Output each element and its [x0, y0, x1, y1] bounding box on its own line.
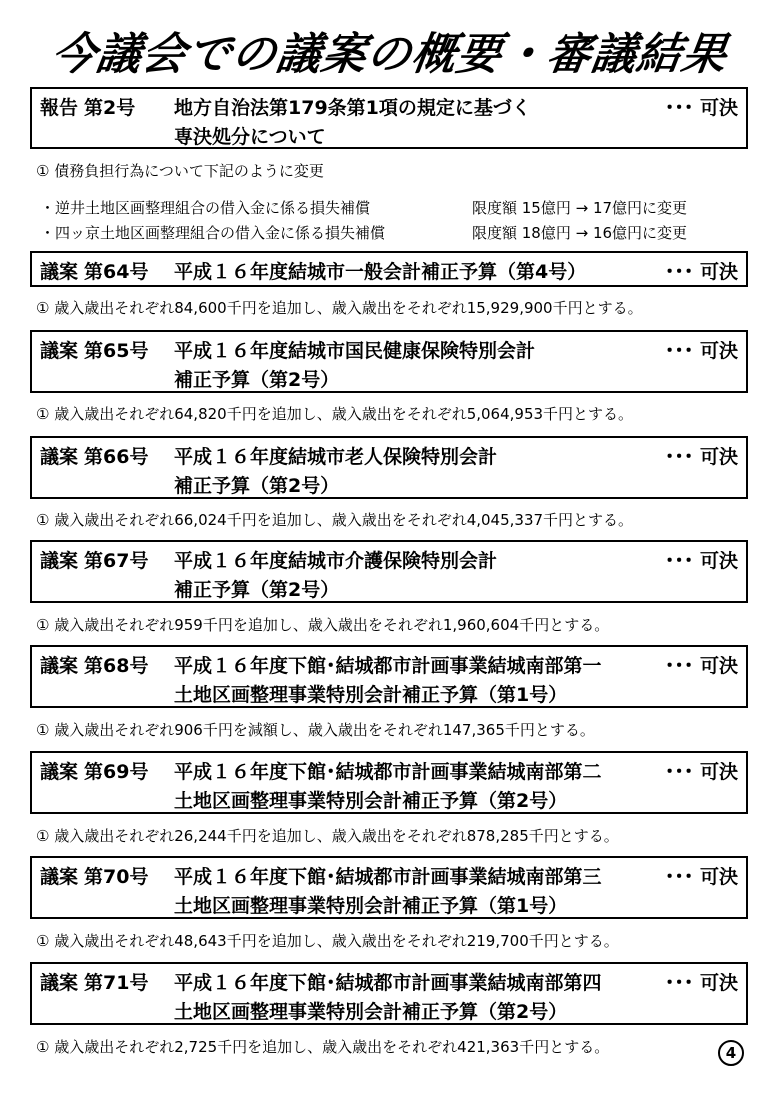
detail-item: ・逆井土地区画整理組合の借入金に係る損失補償 [40, 199, 371, 217]
item-title-line2: 補正予算（第2号） [174, 369, 340, 391]
item-title-line2: 土地区画整理事業特別会計補正予算（第1号） [174, 895, 568, 917]
item-kind: 議案 [40, 261, 79, 283]
item-number: 第64号 [84, 261, 149, 283]
bill-summary: ① 歳入歳出それぞれ906千円を減額し、歳入歳出をそれぞれ147,365千円とする。 [36, 721, 595, 739]
bill-header [30, 436, 748, 499]
item-result: ･･･ 可決 [664, 761, 738, 783]
item-title-line1: 平成１６年度結城市老人保険特別会計 [174, 446, 498, 468]
item-number: 第67号 [84, 550, 149, 572]
page-title: 今議会での議案の概要・審議結果 [48, 29, 731, 80]
item-number: 第66号 [84, 446, 149, 468]
detail-item: ・四ッ京土地区画整理組合の借入金に係る損失補償 [40, 224, 386, 242]
item-kind: 議案 [40, 866, 79, 888]
report-detail-row [40, 197, 688, 218]
bill-header [30, 645, 748, 708]
item-title-line1: 平成１６年度結城市国民健康保険特別会計 [174, 340, 536, 362]
item-kind: 報告 [40, 97, 79, 119]
item-result: ･･･ 可決 [664, 866, 738, 888]
item-title-line1: 平成１６年度結城市介護保険特別会計 [174, 550, 498, 572]
item-number: 第68号 [84, 655, 149, 677]
bill-summary: ① 歳入歳出それぞれ48,643千円を追加し、歳入歳出をそれぞれ219,700千円とする。 [36, 932, 619, 950]
report-detail-row [40, 222, 688, 243]
item-title-line2: 専決処分について [174, 126, 326, 148]
item-title-line1: 地方自治法第179条第1項の規定に基づく [174, 97, 531, 119]
item-kind: 議案 [40, 340, 79, 362]
detail-change: 限度額 15億円 → 17億円に変更 [472, 199, 688, 217]
report-summary: ① 債務負担行為について下記のように変更 [36, 162, 324, 180]
bill-summary: ① 歳入歳出それぞれ2,725千円を追加し、歳入歳出をそれぞれ421,363千円とする。 [36, 1038, 610, 1056]
item-result: ･･･ 可決 [664, 655, 738, 677]
item-result: ･･･ 可決 [664, 340, 738, 362]
item-number: 第70号 [84, 866, 149, 888]
bill-header [30, 751, 748, 814]
item-number: 第71号 [84, 972, 149, 994]
report-header [30, 87, 748, 149]
bill-header [30, 962, 748, 1025]
item-result: ･･･ 可決 [664, 97, 738, 119]
item-number: 第2号 [84, 97, 136, 119]
item-title-line1: 平成１６年度結城市一般会計補正予算（第4号） [174, 261, 587, 283]
bill-header [30, 330, 748, 393]
bill-summary: ① 歳入歳出それぞれ84,600千円を追加し、歳入歳出をそれぞれ15,929,900千円とする。 [36, 299, 643, 317]
item-title-line1: 平成１６年度下館･結城都市計画事業結城南部第四 [174, 972, 602, 994]
bill-header [30, 251, 748, 287]
page-number: 4 [718, 1040, 744, 1066]
item-title-line2: 土地区画整理事業特別会計補正予算（第2号） [174, 790, 568, 812]
item-kind: 議案 [40, 550, 79, 572]
item-number: 第65号 [84, 340, 149, 362]
item-kind: 議案 [40, 972, 79, 994]
bill-summary: ① 歳入歳出それぞれ26,244千円を追加し、歳入歳出をそれぞれ878,285千円とする。 [36, 827, 619, 845]
detail-change: 限度額 18億円 → 16億円に変更 [472, 224, 688, 242]
item-title-line1: 平成１６年度下館･結城都市計画事業結城南部第一 [174, 655, 602, 677]
item-kind: 議案 [40, 446, 79, 468]
item-result: ･･･ 可決 [664, 972, 738, 994]
bill-header [30, 540, 748, 603]
item-title-line1: 平成１６年度下館･結城都市計画事業結城南部第二 [174, 761, 602, 783]
item-title-line2: 土地区画整理事業特別会計補正予算（第2号） [174, 1001, 568, 1023]
item-result: ･･･ 可決 [664, 261, 738, 283]
item-title-line2: 補正予算（第2号） [174, 475, 340, 497]
bill-summary: ① 歳入歳出それぞれ66,024千円を追加し、歳入歳出をそれぞれ4,045,337千円とする。 [36, 511, 634, 529]
item-kind: 議案 [40, 655, 79, 677]
bill-header [30, 856, 748, 919]
bill-summary: ① 歳入歳出それぞれ959千円を追加し、歳入歳出をそれぞれ1,960,604千円とする。 [36, 616, 610, 634]
item-result: ･･･ 可決 [664, 550, 738, 572]
bill-summary: ① 歳入歳出それぞれ64,820千円を追加し、歳入歳出をそれぞれ5,064,953千円とする。 [36, 405, 634, 423]
item-result: ･･･ 可決 [664, 446, 738, 468]
item-number: 第69号 [84, 761, 149, 783]
item-title-line2: 土地区画整理事業特別会計補正予算（第1号） [174, 684, 568, 706]
item-title-line1: 平成１６年度下館･結城都市計画事業結城南部第三 [174, 866, 602, 888]
item-title-line2: 補正予算（第2号） [174, 579, 340, 601]
item-kind: 議案 [40, 761, 79, 783]
